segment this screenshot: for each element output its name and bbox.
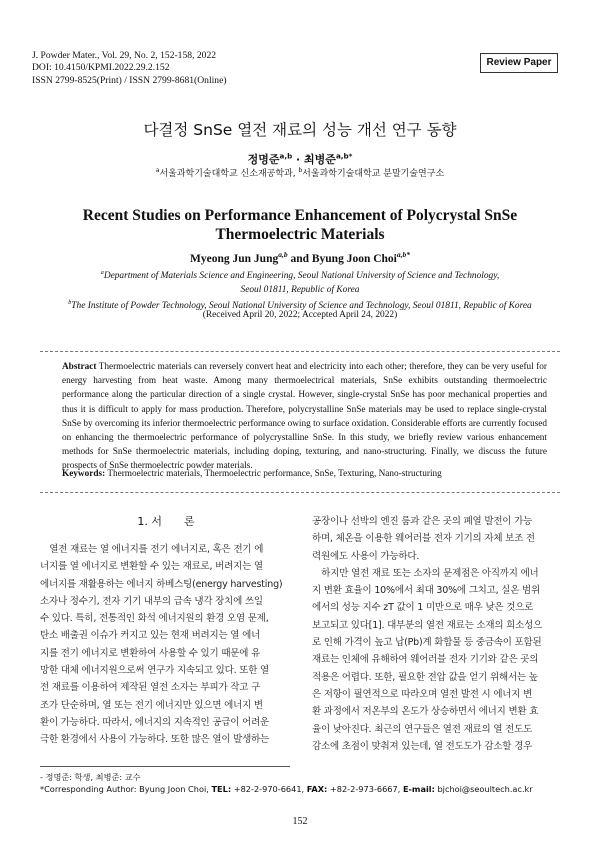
korean-affiliations: $^a$서울과학기술대학교 신소재공학과, $^b$서울과학기술대학교 분말기술연구소 [155,168,445,179]
body-line: 감소에 초점이 맞춰져 있는데, 열 전도도가 감소할 경우 [312,740,533,752]
body-line: 로 인해 가격이 높고 납(Pb)계 화합물 등 중금속이 포함된 [312,637,542,649]
body-column-left [40,541,292,749]
body-line: 에서의 성능 지수 zT 값이 1 미만으로 매우 낮은 것으로 [312,602,534,614]
doi: DOI: 10.4150/KPMI.2022.29.2.152 [32,62,170,74]
received-dates: (Received April 20, 2022; Accepted April 24, 2022) [202,310,398,320]
body-line: 환이 가능하다. 따라서, 에너지의 지속적인 공급이 어려운 [40,716,270,728]
body-line: 공장이나 선박의 엔진 룸과 같은 곳의 폐열 발전이 가능 [312,516,533,527]
body-line: 지 변환 효율이 10%에서 최대 30%에 그치고, 실온 범위 [312,585,540,597]
body-column-right [312,513,564,755]
abstract-top-rule [40,351,560,352]
body-line: 너지를 열 에너지로 변환할 수 있는 재료로, 버려지는 열 [40,561,263,573]
body-line: 하며, 체온을 이용한 웨어러블 전자 기기의 자체 보조 전 [312,533,535,545]
korean-title: 다결정 SnSe 열전 재료의 성능 개선 연구 동향 [143,121,457,139]
body-line: 율이 낮아진다. 최근의 연구들은 열전 재료의 열 전도도 [312,723,533,735]
abstract: Abstract Thermoelectric materials can reversely convert heat and electricity into each other; therefore, they can be very useful for energy harvesting from heat waste. Among many thermoelectrical materials, SnSe exhibits outstanding thermoelectric performance along the particular direction of a single crystal. However, single-crystal SnSe has poor mechanical properties and thus it is difficult to apply for mass production. Therefore, polycrystalline SnSe materials may be used to replace single-crystal SnSe by overcoming its inferior thermoelectric performance owing to surface oxidation. Considerable efforts are currently focused on enhancing the thermoelectric performance of polycrystalline SnSe. In this study, we briefly review various enhancement methods for SnSe thermoelectric materials, including doping, texturing, and nano-structuring. Finally, we discuss the future prospects of SnSe thermoelectric powder materials. [62,362,547,472]
english-affiliations: $^a$Department of Materials Science and Engineering, Seoul National University of Science and Technology, Seoul 01811, Republic of Korea $^b$The Institute of Powder Technology, Seoul National University of Science and Technology, Seoul 01811, Republic of Korea [68,270,532,312]
email-address: bjchoi@seoultech.ac.kr [434,784,533,794]
journal-header [32,50,227,87]
section-heading-introduction: 1. 서 론 [137,515,195,528]
korean-authors: 정명준$^{a,b}$ · 최병준$^{a,b*}$ [247,151,353,166]
body-line: 극한 환경에서 사용이 가능하다. 또한 많은 열이 발생하는 [40,734,270,746]
footnote-author-roles: - 정명준: 학생, 최병준: 교수 [40,772,141,782]
footnote-corresponding-author: *Corresponding Author: Byung Joon Choi, TEL: +82-2-970-6641, FAX: +82-2-973-6667, E-mail: bjchoi@seoultech.ac.kr [40,784,533,794]
body-line: 소자나 정수기, 전자 기기 내부의 급속 냉각 장치에 쓰일 [40,595,263,607]
body-line: 지를 전기 에너지로 변환하여 사용할 수 있기 때문에 유 [40,647,261,659]
body-line: 적용은 어렵다. 또한, 필요한 전압 값을 얻기 위해서는 높 [312,671,538,683]
abstract-bottom-rule [40,492,560,493]
body-line: 탄소 배출권 이슈가 커지고 있는 현재 버려지는 열 에너 [40,630,261,642]
body-line: 력원에도 사용이 가능하다. [312,550,420,562]
body-line: 망한 대체 에너지원으로써 연구가 지속되고 있다. 또한 열 [40,665,270,677]
issn: ISSN 2799-8525(Print) / ISSN 2799-8681(Online) [32,74,227,86]
english-title: Recent Studies on Performance Enhancement of Polycrystal SnSe Thermoelectric Materials [82,207,518,243]
body-line: 하지만 열전 재료 또는 소자의 문제점은 아직까지 에너 [312,567,539,579]
body-line: 환 과정에서 저온부의 온도가 상승하면서 에너지 변환 효 [312,706,539,718]
body-line: 조가 단순하며, 열 또는 전기 에너지만 있으면 에너지 변 [40,699,263,711]
page-number: 152 [292,816,308,827]
body-line: 은 저항이 필연적으로 따라오며 열전 발전 시 에너지 변 [312,688,533,700]
body-line: 보고되고 있다[1]. 대부분의 열전 재료는 소재의 희소성으 [312,619,543,631]
body-line: 에너지를 재활용하는 에너지 하베스팅(energy harvesting) [40,578,283,590]
article-type-badge: Review Paper [480,53,558,73]
keywords: Keywords: Thermoelectric materials, Thermoelectric performance, SnSe, Texturing, Nano-structuring [62,469,442,479]
body-line: 전 재료를 이용하여 제작된 열전 소자는 부피가 작고 구 [40,682,261,694]
body-line: 재료는 인체에 유해하여 웨어러블 전자 기기와 같은 곳의 [312,654,539,666]
english-authors: Myeong Jun Jung$^{a,b}$ and Byung Joon Choi$^{a,b*}$ [190,250,410,265]
journal-citation: J. Powder Mater., Vol. 29, No. 2, 152-158, 2022 [32,50,217,61]
footnote-rule [40,766,290,767]
body-line: 수 있다. 특히, 전통적인 화석 에너지원의 환경 오염 문제, [40,613,269,625]
body-line: 열전 재료는 열 에너지를 전기 에너지로, 혹은 전기 에 [40,544,264,555]
